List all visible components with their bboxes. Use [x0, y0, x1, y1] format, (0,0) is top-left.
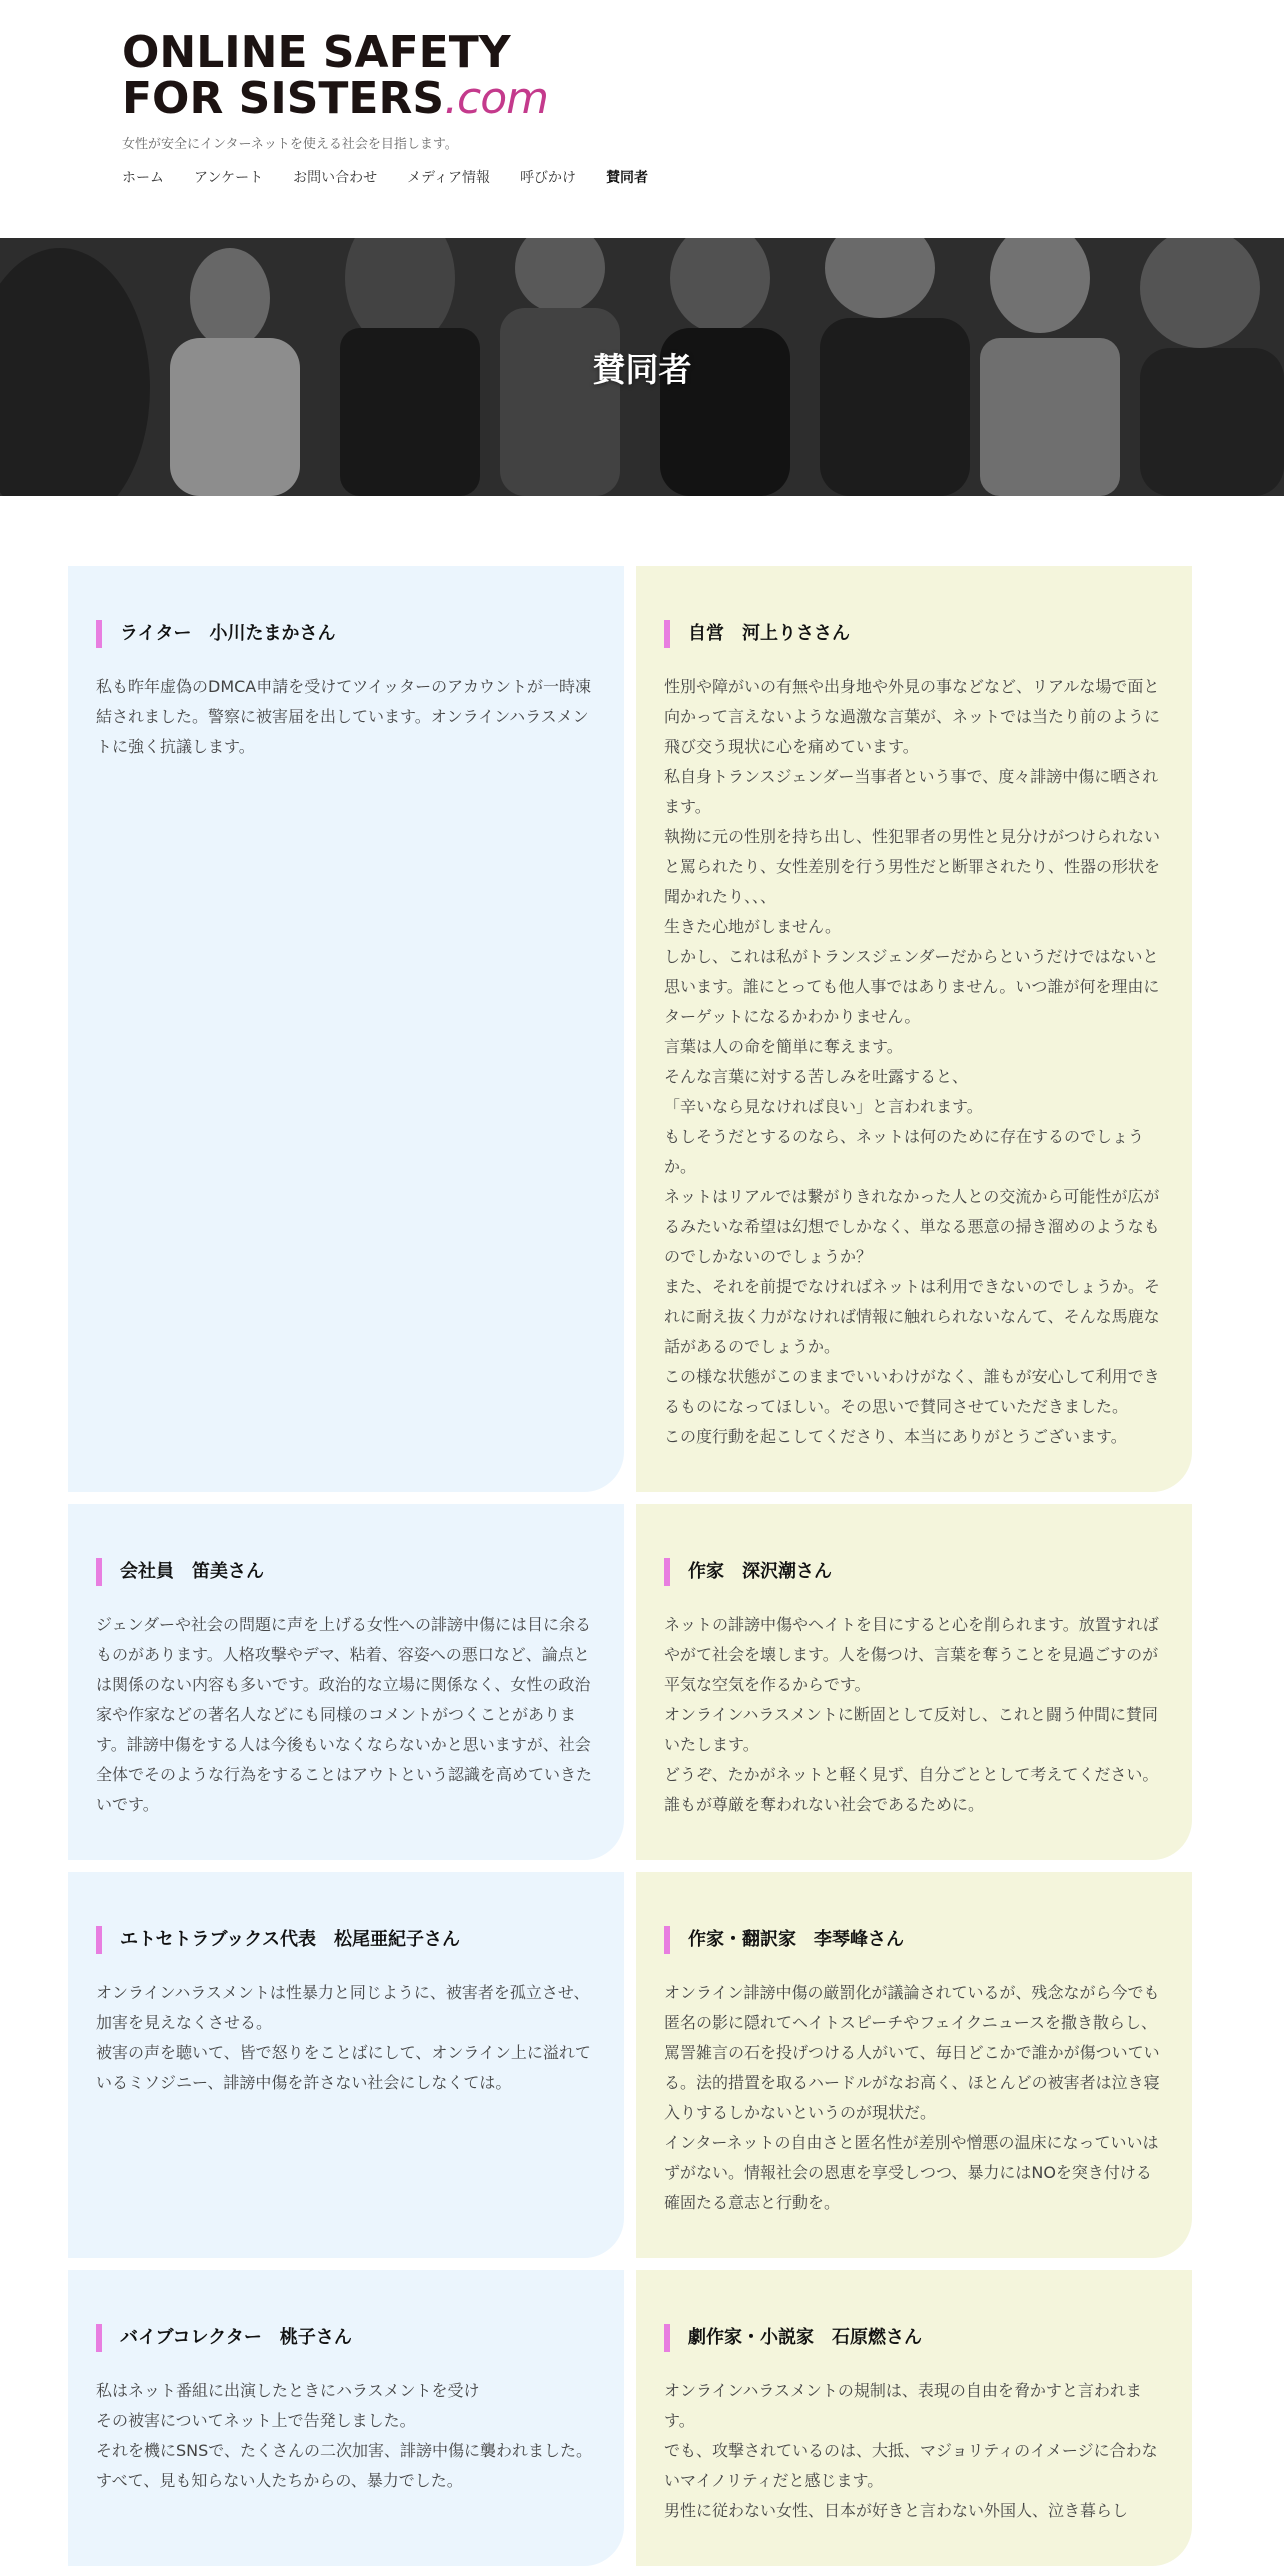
site-header — [0, 0, 1284, 238]
message-paragraph: オンラインハラスメントは性暴力と同じように、被害者を孤立させ、加害を見えなくさせる。 — [96, 1983, 590, 2032]
supporter-card — [636, 566, 1192, 1492]
supporter-card — [68, 2270, 624, 2566]
nav-media[interactable]: メディア情報 — [407, 170, 491, 186]
nav-supporters[interactable]: 賛同者 — [606, 170, 649, 186]
supporter-message — [96, 1610, 596, 1820]
message-paragraph: もしそうだとするのなら、ネットは何のために存在するのでしょうか。 — [664, 1127, 1145, 1176]
supporter-message — [96, 672, 596, 762]
logo-line-2-text: FOR SISTERS — [122, 73, 445, 124]
supporter-name: バイブコレクター 桃子さん — [96, 2324, 596, 2352]
logo-line-2 — [122, 73, 549, 124]
message-paragraph: 私はネット番組に出演したときにハラスメントを受け — [96, 2381, 480, 2400]
message-paragraph: 被害の声を聴いて、皆で怒りをことばにして、オンライン上に溢れているミソジニー、誹謗中傷を許さない社会にしなくては。 — [96, 2043, 591, 2092]
supporter-name: 自営 河上りささん — [664, 620, 1164, 648]
logo-dotcom: .com — [444, 73, 549, 124]
supporter-name: 作家・翻訳家 李琴峰さん — [664, 1926, 1164, 1954]
supporter-message — [664, 672, 1164, 1452]
message-paragraph: それを機にSNSで、たくさんの二次加害、誹謗中傷に襲われました。 — [96, 2441, 592, 2460]
supporter-message — [664, 2376, 1164, 2526]
page-title: 賛同者 — [592, 349, 692, 389]
message-paragraph: ネットの誹謗中傷やヘイトを目にすると心を削られます。放置すればやがて社会を壊します。人を傷つけ、言葉を奪うことを見過ごすのが平気な空気を作るからです。 — [664, 1615, 1159, 1694]
message-paragraph: 生きた心地がしません。 — [664, 917, 841, 936]
site-tagline: 女性が安全にインターネットを使える社会を目指します。 — [122, 137, 458, 152]
message-paragraph: 私自身トランスジェンダー当事者という事で、度々誹謗中傷に晒されます。 — [664, 767, 1159, 816]
nav-contact[interactable]: お問い合わせ — [293, 170, 378, 186]
nav-appeal[interactable]: 呼びかけ — [520, 170, 577, 186]
message-paragraph: この様な状態がこのままでいいわけがなく、誰もが安心して利用できるものになってほしい。その思いで賛同させていただきました。 — [664, 1367, 1160, 1416]
message-paragraph: すべて、見も知らない人たちからの、暴力でした。 — [96, 2471, 463, 2490]
supporter-name: 会社員 笛美さん — [96, 1558, 596, 1586]
main-nav — [122, 167, 678, 187]
message-paragraph: ジェンダーや社会の問題に声を上げる女性への誹謗中傷には目に余るものがあります。人格攻撃やデマ、粘着、容姿への悪口など、論点とは関係のない内容も多いです。政治的な立場に関係なく、女性の政治家や作家などの著名人などにも同様のコメントがつくことがあります。誹謗中傷をする人は今後もいなくならないかと思いますが、社会全体でそのような行為をすることはアウトという認識を高めていきたいです。 — [96, 1615, 593, 1814]
message-paragraph: 誰もが尊厳を奪われない社会であるために。 — [664, 1795, 985, 1814]
message-paragraph: 「辛いなら見なければ良い」と言われます。 — [664, 1097, 983, 1116]
supporter-name: 劇作家・小説家 石原燃さん — [664, 2324, 1164, 2352]
message-paragraph: ネットはリアルでは繋がりきれなかった人との交流から可能性が広がるみたいな希望は幻想でしかなく、単なる悪意の掃き溜めのようなものでしかないのでしょうか？ — [664, 1187, 1160, 1266]
message-paragraph: そんな言葉に対する苦しみを吐露すると、 — [664, 1067, 969, 1086]
supporter-message — [96, 1978, 596, 2098]
supporters-grid — [68, 566, 1192, 2566]
supporter-card — [636, 2270, 1192, 2566]
message-paragraph: 私も昨年虚偽のDMCA申請を受けてツイッターのアカウントが一時凍結されました。警察に被害届を出しています。オンラインハラスメントに強く抗議します。 — [96, 677, 591, 756]
supporter-name: ライター 小川たまかさん — [96, 620, 596, 648]
supporter-message — [96, 2376, 596, 2496]
nav-survey[interactable]: アンケート — [194, 170, 264, 186]
message-paragraph: どうぞ、たかがネットと軽く見ず、自分ごととして考えてください。 — [664, 1765, 1159, 1784]
supporter-message — [664, 1610, 1164, 1820]
message-paragraph: 性別や障がいの有無や出身地や外見の事などなど、リアルな場で面と向かって言えないような過激な言葉が、ネットでは当たり前のように飛び交う現状に心を痛めています。 — [664, 677, 1161, 756]
supporter-card — [636, 1504, 1192, 1860]
message-paragraph: インターネットの自由さと匿名性が差別や憎悪の温床になっていいはずがない。情報社会の恩恵を享受しつつ、暴力にはNOを突き付ける確固たる意志と行動を。 — [664, 2133, 1159, 2212]
supporter-message — [664, 1978, 1164, 2218]
logo-line-1: ONLINE SAFETY — [122, 27, 511, 78]
nav-home[interactable]: ホーム — [122, 170, 164, 186]
message-paragraph: オンラインハラスメントの規制は、表現の自由を脅かすと言われます。 — [664, 2381, 1142, 2430]
supporter-card — [68, 1504, 624, 1860]
message-paragraph: しかし、これは私がトランスジェンダーだからというだけではないと思います。誰にとっても他人事ではありません。いつ誰が何を理由にターゲットになるかわかりません。 — [664, 947, 1160, 1026]
message-paragraph: 執拗に元の性別を持ち出し、性犯罪者の男性と見分けがつけられないと罵られたり、女性差別を行う男性だと断罪されたり、性器の形状を聞かれたり、、、 — [664, 827, 1161, 906]
supporter-card — [68, 566, 624, 1492]
message-paragraph: オンラインハラスメントに断固として反対し、これと闘う仲間に賛同いたします。 — [664, 1705, 1158, 1754]
supporter-name: 作家 深沢潮さん — [664, 1558, 1164, 1586]
message-paragraph: 言葉は人の命を簡単に奪えます。 — [664, 1037, 903, 1056]
message-paragraph: この度行動を起こしてくださり、本当にありがとうございます。 — [664, 1427, 1127, 1446]
supporter-name: エトセトラブックス代表 松尾亜紀子さん — [96, 1926, 596, 1954]
message-paragraph: でも、攻撃されているのは、大抵、マジョリティのイメージに合わないマイノリティだと感じます。 — [664, 2441, 1158, 2490]
message-paragraph: また、それを前提でなければネットは利用できないのでしょうか。それに耐え抜く力がなければ情報に触れられないなんて、そんな馬鹿な話があるのでしょうか。 — [664, 1277, 1161, 1356]
message-paragraph: オンライン誹謗中傷の厳罰化が議論されているが、残念ながら今でも匿名の影に隠れてヘイトスピーチやフェイクニュースを撒き散らし、罵詈雑言の石を投げつける人がいて、毎日どこかで誰かが傷ついている。法的措置を取るハードルがなお高く、ほとんどの被害者は泣き寝入りするしかないというのが現状だ。 — [664, 1983, 1160, 2122]
message-paragraph: その被害についてネット上で告発しました。 — [96, 2411, 416, 2430]
message-paragraph: 男性に従わない女性、日本が好きと言わない外国人、泣き暮らし — [664, 2501, 1129, 2520]
hero-banner — [0, 238, 1284, 496]
site-logo[interactable] — [122, 27, 549, 124]
supporter-card — [68, 1872, 624, 2258]
supporter-card — [636, 1872, 1192, 2258]
